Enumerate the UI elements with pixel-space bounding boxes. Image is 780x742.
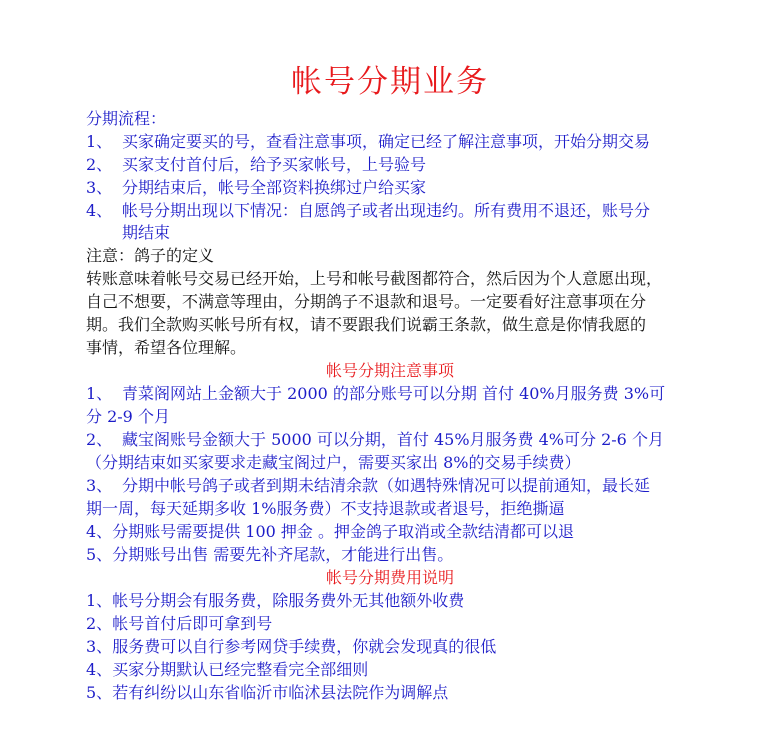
precaution-item-text: 分期账号出售 需要先补齐尾款，才能进行出售。 <box>112 545 454 564</box>
flow-item-text: 买家支付首付后，给予买家帐号，上号验号 <box>122 155 427 174</box>
precaution-item-num: 3、 <box>86 476 113 495</box>
fee-item <box>86 682 702 704</box>
precaution-item-num: 2、 <box>86 430 113 449</box>
precaution-item-text: 青菜阁网站上金额大于 2000 的部分账号可以分期 首付 40%月服务费 3%可 <box>122 384 666 403</box>
fee-item-num: 1、 <box>86 591 113 610</box>
fee-item-num: 5、 <box>86 683 113 702</box>
precautions-heading: 帐号分期注意事项 <box>325 361 454 380</box>
precaution-item <box>86 475 702 497</box>
fee-item-num: 2、 <box>86 614 113 633</box>
precaution-item <box>86 383 702 405</box>
note-paragraph-line: 自己不想要，不满意等理由，分期鸽子不退款和退号。一定要看好注意事项在分 <box>86 292 647 311</box>
flow-item-text: 分期结束后，帐号全部资料换绑过户给买家 <box>122 178 427 197</box>
fee-item <box>86 636 702 658</box>
flow-item-num: 2、 <box>86 155 113 174</box>
fee-item-num: 4、 <box>86 660 113 679</box>
fees-heading: 帐号分期费用说明 <box>325 568 454 587</box>
note-heading: 注意：鸽子的定义 <box>86 246 215 265</box>
fee-item-text: 买家分期默认已经完整看完全部细则 <box>112 660 369 679</box>
precaution-item-num: 5、 <box>86 545 113 564</box>
precaution-item <box>86 429 702 451</box>
flow-item <box>86 200 702 222</box>
precaution-item-continuation: 分 2-9 个月 <box>86 407 170 426</box>
fee-item <box>86 659 702 681</box>
flow-item-num: 3、 <box>86 178 113 197</box>
precaution-item-text: 藏宝阁账号金额大于 5000 可以分期，首付 45%月服务费 4%可分 2-6 个月 <box>122 430 664 449</box>
fee-item-text: 帐号分期会有服务费，除服务费外无其他额外收费 <box>112 591 465 610</box>
precaution-item-num: 4、 <box>86 522 113 541</box>
fee-item <box>86 590 702 612</box>
fee-item-num: 3、 <box>86 637 113 656</box>
precaution-item-text: 分期账号需要提供 100 押金 。押金鸽子取消或全款结清都可以退 <box>112 522 574 541</box>
precaution-item-continuation: 期一周，每天延期多收 1%服务费）不支持退款或者退号，拒绝撕逼 <box>86 499 565 518</box>
page-title: 帐号分期业务 <box>291 64 489 100</box>
precaution-item <box>86 544 702 566</box>
note-paragraph-line: 期。我们全款购买帐号所有权，请不要跟我们说霸王条款，做生意是你情我愿的 <box>86 315 647 334</box>
flow-item-num: 1、 <box>86 132 113 151</box>
flow-heading: 分期流程： <box>86 109 167 128</box>
note-paragraph-line: 转账意味着帐号交易已经开始，上号和帐号截图都符合，然后因为个人意愿出现， <box>86 269 663 288</box>
precaution-item <box>86 521 702 543</box>
flow-item <box>86 177 702 199</box>
flow-item <box>86 131 702 153</box>
flow-item <box>86 154 702 176</box>
fee-item-text: 帐号首付后即可拿到号 <box>112 614 273 633</box>
note-paragraph-line: 事情，希望各位理解。 <box>86 338 247 357</box>
flow-item-continuation: 期结束 <box>122 223 171 242</box>
fee-item <box>86 613 702 635</box>
precaution-item-num: 1、 <box>86 384 113 403</box>
precaution-item-text: 分期中帐号鸽子或者到期未结清余款（如遇特殊情况可以提前通知，最长延 <box>122 476 651 495</box>
precaution-item-continuation: （分期结束如买家要求走藏宝阁过户，需要买家出 8%的交易手续费） <box>86 453 581 472</box>
flow-item-num: 4、 <box>86 201 113 220</box>
fee-item-text: 若有纠纷以山东省临沂市临沭县法院作为调解点 <box>112 683 449 702</box>
flow-item-text: 买家确定要买的号，查看注意事项，确定已经了解注意事项，开始分期交易 <box>122 132 651 151</box>
flow-item-text: 帐号分期出现以下情况：自愿鸽子或者出现违约。所有费用不退还，账号分 <box>122 201 651 220</box>
fee-item-text: 服务费可以自行参考网贷手续费，你就会发现真的很低 <box>112 637 497 656</box>
